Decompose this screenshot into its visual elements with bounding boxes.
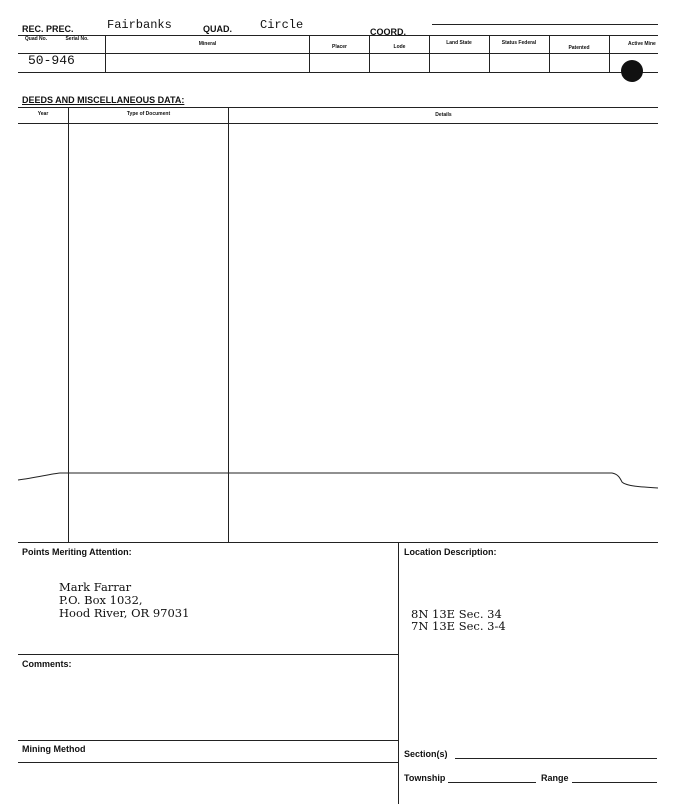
township-fill-line — [448, 782, 536, 783]
points-line-3: Hood River, OR 97031 — [59, 606, 190, 620]
comments-label: Comments: — [22, 659, 72, 669]
quad-label: QUAD. — [203, 24, 232, 34]
col-lode: Lode — [393, 44, 406, 50]
col-active-mine: Active Mine — [628, 41, 656, 47]
points-line-1: Mark Farrar — [59, 580, 132, 594]
rec-prec-label: REC. PREC. — [22, 24, 74, 34]
col-quad-no: Quad No. — [24, 36, 48, 42]
location-line-2: 7N 13E Sec. 3-4 — [411, 619, 506, 633]
mining-method-rule — [18, 740, 398, 741]
col-details: Details — [435, 112, 452, 118]
mining-method-label: Mining Method — [22, 744, 86, 754]
col-placer: Placer — [331, 44, 347, 50]
range-fill-line — [572, 782, 657, 783]
quad-value: Circle — [260, 18, 304, 32]
deeds-title: DEEDS AND MISCELLANEOUS DATA: — [22, 95, 185, 105]
range-label: Range — [541, 773, 569, 783]
section-fill-line — [455, 758, 657, 759]
points-label: Points Meriting Attention: — [22, 547, 132, 557]
record-number: 50-946 — [28, 53, 75, 68]
comments-rule — [18, 654, 398, 655]
location-line-1: 8N 13E Sec. 34 — [411, 607, 502, 621]
lower-rule-top — [18, 542, 658, 543]
mining-method-underline — [18, 762, 398, 763]
coord-label: COORD. — [370, 27, 406, 37]
col-type-of-document: Type of Document — [126, 111, 171, 117]
col-year: Year — [37, 111, 49, 117]
col-mineral: Mineral — [198, 41, 217, 47]
section-label: Section(s) — [404, 749, 448, 759]
col-patented: Patented — [568, 45, 590, 51]
rec-prec-value: Fairbanks — [107, 18, 172, 32]
col-serial-no: Serial No. — [65, 36, 89, 42]
points-line-2: P.O. Box 1032, — [59, 593, 143, 607]
col-land-state: Land State — [446, 40, 472, 46]
col-status-federal: Status Federal — [501, 40, 537, 46]
location-label: Location Description: — [404, 547, 497, 557]
lower-divider — [398, 542, 399, 804]
township-label: Township — [404, 773, 446, 783]
